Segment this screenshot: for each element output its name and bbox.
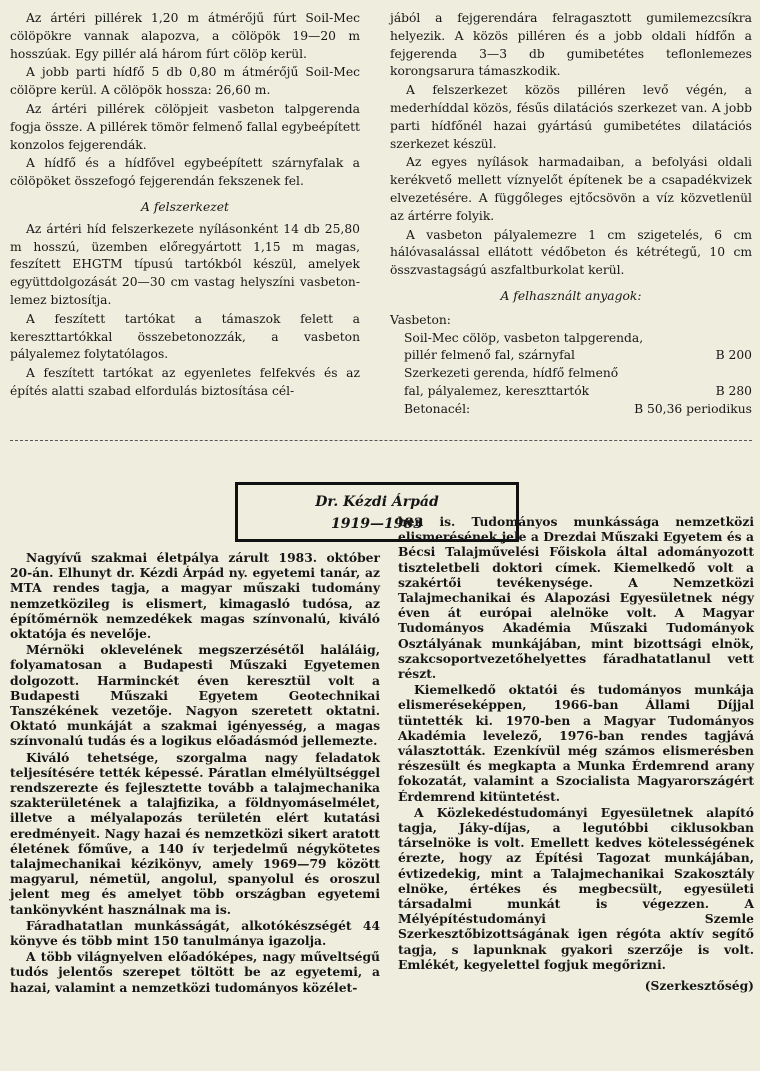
paragraph: Mérnöki oklevelének megszerzésétől haláláig, folyamatosan a Budapesti Műszaki Egyetemen dolgozott. Harminckét éven keresztül volt a Budapesti Műszaki Egyetem Geotechnikai Tanszékének vezetője. Nagyon szeretett oktatni. Oktató munkáját a szakmai igényesség, a magas színvonalú tudás és a logikus előadásmód jellemezte. (10, 642, 380, 749)
paragraph: A Közlekedéstudományi Egyesületnek alapító tagja, Jáky-díjas, a legutóbbi ciklusokban társelnöke is volt. Emellett kedves kötelességének érezte, hogy az Építési Tagozat munkájában, évtizedekig, mint a Talajmechanikai Szakosztály elnöke, értékes és megbecsült, egyesületi társadalmi munkát is végezzen. A Mélyépítéstudományi Szemle Szerkesztőbizottságának igen régóta aktív segítő tagja, s lapunknak gyakori szerzője is volt. Emlékét, kegyelettel fogjuk megőrizni. (398, 804, 754, 972)
material-label: Szerkezeti gerenda, hídfő felmenő (404, 366, 619, 381)
material-label: fal, pályalemez, kereszttartók (404, 383, 590, 398)
paragraph: Nagyívű szakmai életpálya zárult 1983. október 20-án. Elhunyt dr. Kézdi Árpád ny. egyetemi tanár, az MTA rendes tagja, a magyar műszaki tudomány nemzetközileg is elismert, kimagasló tudósa, az építőmérnök nemzedékek magas színvonalú, kiváló oktatója és nevelője. (10, 550, 380, 642)
materials-heading: A felhasznált anyagok: (500, 288, 642, 303)
paragraph: A felszerkezet közös pilléren levő végén, a mederhíddal közös, fésűs dilatációs szerkezet van. A jobb parti hídfőnél hazai gyártású gumibetétes dilatációs szerkezet készül. (390, 83, 752, 151)
section-heading: A felszerkezet (141, 199, 229, 214)
materials-row (390, 312, 752, 330)
paragraph: Kiváló tehetsége, szorgalma nagy feladatok teljesítésére tették képessé. Páratlan elmélyültséggel rendszerezte és fejlesztette tovább a talajmechanika szakterületének a talajfizika, a földnyomáselmélet, illetve a mélyalapozás területén elért kutatási eredményeit. Nagy hazai és nemzetközi sikert aratott életének főműve, a 140 ív terjedelmű négykötetes talajmechanikai kézikönyv, amely 1969—79 között magyarul, németül, angolul, spanyolul és oroszul jelent meg és amelyet több országban egyetemi tankönyvként használnak ma is. (10, 749, 380, 917)
obituary-years: 1919—1983 (331, 516, 423, 532)
paragraph: jából a fejgerendára felragasztott gumilemezcsíkra helyezik. A közös pilléren és a jobb oldali hídfőn a fejgerenda 3—3 db gumibetétes teflonlemezes korongsarura támaszkodik. (390, 11, 752, 79)
material-label: Soil-Mec cölöp, vasbeton talpgerenda, (404, 330, 644, 345)
paragraph: Kiemelkedő oktatói és tudományos munkája elismeréseképpen, 1966-ban Állami Díjjal tüntették ki. 1970-ben a Magyar Tudományos Akadémia levelező, 1976-ban rendes tagjává választották. Ezenkívül még számos elismerésben részesült és megkapta a Munka Érdemrend arany fokozatát, valamint a Szocialista Magyarországért Érdemrend kitüntetést. (398, 682, 754, 804)
materials-row (390, 330, 752, 348)
paragraph: Az ártéri híd felszerkezete nyílásonként 14 db 25,80 m hosszú, üzemben előregyártott 1,15 m magas, feszített EHGTM típusú tartókból készül, amelyek együttdolgozását 20—30 cm vastag helyszíni vasbeton-lemez biztosítja. (10, 221, 360, 307)
material-grade: B 280 (715, 383, 752, 398)
materials-row (390, 401, 752, 419)
paragraph: A feszített tartókat a támaszok felett a kereszttartókkal összebetonozzák, a vasbeton pályalemez folytatólagos. (10, 311, 360, 362)
paragraph: Az ártéri pillérek cölöpjeit vasbeton talpgerenda fogja össze. A pillérek tömör felmenő fallal egybeépített konzolos fejgerendák. (10, 101, 360, 152)
paragraph: A hídfő és a hídfővel egybeépített szárnyfalak a cölöpöket összefogó fejgerendán fekszenek fel. (10, 156, 360, 189)
top-left-column (10, 10, 360, 402)
obituary-left-column (10, 550, 380, 996)
material-label: Betonacél: (404, 401, 471, 416)
paragraph: ben is. Tudományos munkássága nemzetközi elismerésének jele a Drezdai Műszaki Egyetem és a Bécsi Talajművelési Főiskola által adományozott tiszteletbeli doktori címek. Kiemelkedő volt a szakértői tevékenysége. A Nemzetközi Talajmechanikai és Alapozási Egyesületnek négy éven át európai alelnöke volt. A Magyar Tudományos Akadémia Műszaki Tudományok Osztályának munkájában, mint bizottsági elnök, szakcsoportvezetőhelyettes fáradhatatlanul vett részt. (398, 514, 754, 682)
signature: (Szerkesztőség) (644, 978, 754, 994)
section-divider (10, 440, 752, 441)
materials-list (390, 312, 752, 419)
material-grade: B 200 (715, 348, 752, 363)
obituary-name: Dr. Kézdi Árpád (315, 494, 439, 510)
paragraph: A több világnyelven előadóképes, nagy műveltségű tudós jelentős szerepet töltött be az egyetemi, a hazai, valamint a nemzetközi tudományos közélet- (10, 949, 380, 995)
paragraph: Az egyes nyílások harmadaiban, a befolyási oldali kerékvető mellett víznyelőt építenek be a csapadékvizek elvezetésére. A függőleges ejtőcsövön a víz közvetlenül az ártérre folyik. (390, 155, 752, 223)
material-label: pillér felmenő fal, szárnyfal (404, 348, 575, 363)
paragraph: Fáradhatatlan munkásságát, alkotókészségét 44 könyve és több mint 150 tanulmánya igazolja. (10, 917, 380, 949)
material-grade: B 50,36 periodikus (634, 401, 752, 416)
obituary-right-column (398, 514, 754, 994)
materials-row (390, 383, 752, 401)
paragraph: A jobb parti hídfő 5 db 0,80 m átmérőjű Soil-Mec cölöpre kerül. A cölöpök hossza: 26,60 m. (10, 65, 360, 98)
material-label: Vasbeton: (390, 312, 451, 327)
materials-row (390, 365, 752, 383)
materials-row (390, 347, 752, 365)
paragraph: A vasbeton pályalemezre 1 cm szigetelés, 6 cm hálóvasalással ellátott védőbeton és kétrétegű, 10 cm összvastagságú aszfaltburkolat kerül. (390, 227, 752, 278)
top-right-column (390, 10, 752, 419)
paragraph: Az ártéri pillérek 1,20 m átmérőjű fúrt Soil-Mec cölöpökre vannak alapozva, a cölöpök 19—20 m hosszúak. Egy pillér alá három fúrt cölöp kerül. (10, 11, 360, 61)
paragraph: A feszített tartókat az egyenletes felfekvés és az építés alatti szabad elfordulás biztosítása cél- (10, 366, 360, 398)
